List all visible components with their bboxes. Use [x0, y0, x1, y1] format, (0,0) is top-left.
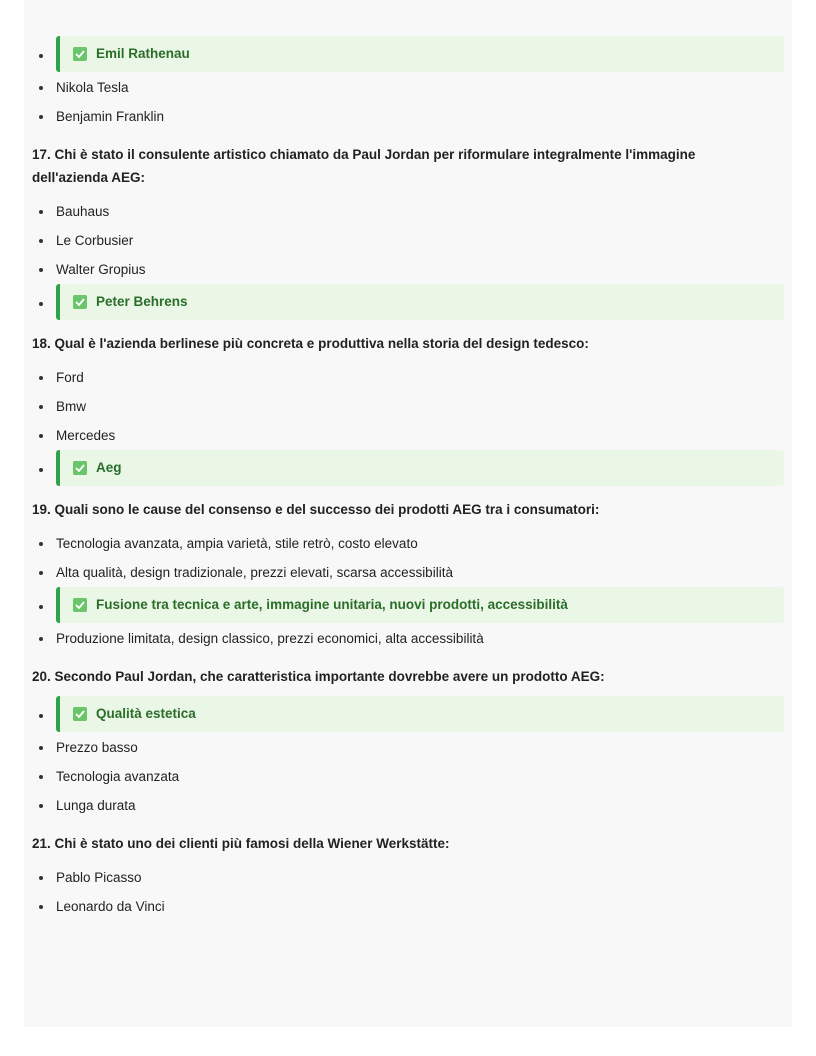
q21-option — [24, 863, 792, 892]
question-20: 20. Secondo Paul Jordan, che caratteristica importante dovrebbe avere un prodotto AEG: — [32, 669, 605, 684]
bullet — [39, 804, 43, 808]
checkmark-icon — [73, 461, 87, 475]
q20-option — [24, 762, 792, 791]
correct-answer-text: Qualità estetica — [96, 706, 196, 721]
q18-options — [24, 363, 792, 486]
bullet — [39, 86, 43, 90]
bullet — [39, 268, 43, 272]
q17-option — [24, 197, 792, 226]
q16-option-correct — [24, 36, 792, 72]
bullet — [39, 571, 43, 575]
answer-text: Tecnologia avanzata, ampia varietà, stile retrò, costo elevato — [56, 536, 418, 551]
checkmark-icon — [73, 598, 87, 612]
q21-option — [24, 892, 792, 921]
q17-options — [24, 197, 792, 320]
bullet — [39, 376, 43, 380]
bullet — [39, 115, 43, 119]
answer-text: Leonardo da Vinci — [56, 899, 165, 914]
correct-answer-highlight — [56, 284, 784, 320]
q20-option-correct — [24, 696, 792, 732]
bullet — [39, 405, 43, 409]
correct-answer-text: Fusione tra tecnica e arte, immagine unitaria, nuovi prodotti, accessibilità — [96, 597, 568, 612]
bullet — [39, 542, 43, 546]
q20-options — [24, 696, 792, 820]
answer-text: Prezzo basso — [56, 740, 138, 755]
answer-text: Produzione limitata, design classico, prezzi economici, alta accessibilità — [56, 631, 484, 646]
answer-text: Pablo Picasso — [56, 870, 142, 885]
q19-option — [24, 529, 792, 558]
question-17: 17. Chi è stato il consulente artistico chiamato da Paul Jordan per riformulare integralmente l'immagine dell'azienda AEG: — [32, 147, 696, 185]
checkmark-icon — [73, 707, 87, 721]
bullet — [39, 434, 43, 438]
question-21: 21. Chi è stato uno dei clienti più famosi della Wiener Werkstätte: — [32, 836, 450, 851]
q19-option — [24, 624, 792, 653]
correct-answer-highlight — [56, 696, 784, 732]
q17-option — [24, 255, 792, 284]
q18-option — [24, 421, 792, 450]
q18-option — [24, 363, 792, 392]
q19-option — [24, 558, 792, 587]
correct-answer-text: Emil Rathenau — [96, 46, 190, 61]
bullet — [39, 714, 43, 718]
quiz-panel — [24, 0, 792, 1027]
q16-options — [24, 36, 792, 131]
answer-text: Bmw — [56, 399, 86, 414]
q18-option — [24, 392, 792, 421]
answer-text: Walter Gropius — [56, 262, 146, 277]
correct-answer-highlight — [56, 587, 784, 623]
bullet — [39, 905, 43, 909]
bullet — [39, 302, 43, 306]
bullet — [39, 54, 43, 58]
quiz-content — [24, 36, 792, 921]
bullet — [39, 605, 43, 609]
q16-option — [24, 73, 792, 102]
answer-text: Bauhaus — [56, 204, 110, 219]
answer-text: Nikola Tesla — [56, 80, 129, 95]
answer-text: Mercedes — [56, 428, 116, 443]
q20-option — [24, 791, 792, 820]
answer-text: Alta qualità, design tradizionale, prezzi elevati, scarsa accessibilità — [56, 565, 453, 580]
bullet — [39, 468, 43, 472]
bullet — [39, 210, 43, 214]
bullet — [39, 637, 43, 641]
q18-option-correct — [24, 450, 792, 486]
q17-option-correct — [24, 284, 792, 320]
q19-option-correct — [24, 587, 792, 623]
checkmark-icon — [73, 295, 87, 309]
q17-option — [24, 226, 792, 255]
checkmark-icon — [73, 47, 87, 61]
q20-option — [24, 733, 792, 762]
q16-option — [24, 102, 792, 131]
bullet — [39, 775, 43, 779]
bullet — [39, 876, 43, 880]
correct-answer-text: Peter Behrens — [96, 294, 188, 309]
correct-answer-highlight — [56, 36, 784, 72]
bullet — [39, 239, 43, 243]
q21-options — [24, 863, 792, 921]
bullet — [39, 746, 43, 750]
q19-options — [24, 529, 792, 653]
question-18: 18. Qual è l'azienda berlinese più concreta e produttiva nella storia del design tedesco: — [32, 336, 589, 351]
correct-answer-text: Aeg — [96, 460, 122, 475]
answer-text: Tecnologia avanzata — [56, 769, 180, 784]
answer-text: Benjamin Franklin — [56, 109, 165, 124]
answer-text: Ford — [56, 370, 84, 385]
answer-text: Lunga durata — [56, 798, 136, 813]
correct-answer-highlight — [56, 450, 784, 486]
question-19: 19. Quali sono le cause del consenso e del successo dei prodotti AEG tra i consumatori: — [32, 502, 600, 517]
answer-text: Le Corbusier — [56, 233, 134, 248]
